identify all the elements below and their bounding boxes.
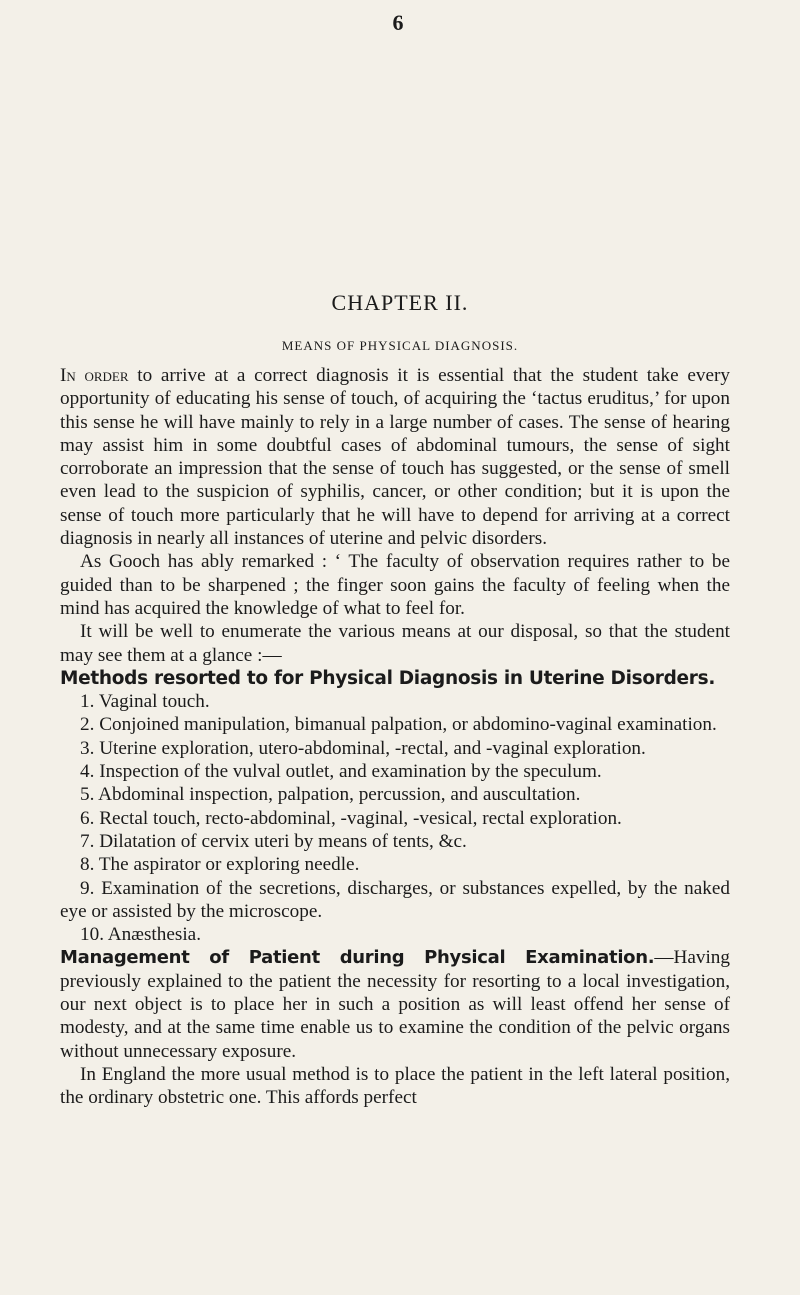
management-paragraph bbox=[60, 946, 730, 1062]
england-paragraph: In England the more usual method is to place the patient in the left lateral position, the ordinary obstetric one. This affords perfect bbox=[60, 1063, 730, 1109]
gooch-paragraph: As Gooch has ably remarked : ‘ The faculty of observation requires rather to be guided than to be sharpened ; the finger soon gains the faculty of feeling when the mind has acquired the knowledge of what to feel for. bbox=[60, 551, 730, 619]
list-item: 5. Abdominal inspection, palpation, percussion, and auscultation. bbox=[80, 784, 581, 806]
methods-list bbox=[60, 690, 730, 946]
list-item: 6. Rectal touch, recto-abdominal, -vaginal, -vesical, rectal exploration. bbox=[80, 807, 622, 829]
list-item: 1. Vaginal touch. bbox=[80, 691, 210, 713]
chapter-title: CHAPTER II. bbox=[331, 290, 469, 315]
list-item: 9. Examination of the secretions, discharges, or substances expelled, by the naked eye or assisted by the microscope. bbox=[60, 877, 730, 922]
page-number: 6 bbox=[392, 10, 404, 35]
intro-text: to arrive at a correct diagnosis it is essential that the student take every opportunity of educating his sense of touch, of acquiring the ‘tactus eruditus,’ for upon this sense he will have mainly to rely in a large number of cases. The sense of hearing may assist him in some doubtful cases of abdominal tumours, the sense of sight corroborate an impression that the sense of touch has suggested, or the sense of smell even lead to the suspicion of syphilis, cancer, or other condition; but it is upon the sense of touch more particularly that he will have to depend for arriving at a correct diagnosis in nearly all instances of uterine and pelvic disorders. bbox=[60, 365, 730, 550]
list-item: 3. Uterine exploration, utero-abdominal, -rectal, and -vaginal exploration. bbox=[80, 737, 646, 759]
list-item: 10. Anæsthesia. bbox=[80, 924, 201, 946]
intro-lead-words: In order bbox=[60, 365, 129, 386]
management-heading: Management of Patient during Physical Examination. bbox=[60, 947, 655, 969]
list-item: 4. Inspection of the vulval outlet, and examination by the speculum. bbox=[80, 761, 602, 783]
body-text bbox=[60, 364, 730, 1110]
enumerate-paragraph: It will be well to enumerate the various means at our disposal, so that the student may see them at a glance :— bbox=[60, 621, 730, 666]
list-item: 8. The aspirator or exploring needle. bbox=[80, 854, 360, 876]
chapter-subtitle: MEANS OF PHYSICAL DIAGNOSIS. bbox=[281, 338, 519, 353]
list-item: 7. Dilatation of cervix uteri by means of tents, &c. bbox=[80, 830, 467, 852]
list-item: 2. Conjoined manipulation, bimanual palpation, or abdomino-vaginal examination. bbox=[80, 714, 717, 736]
methods-heading: Methods resorted to for Physical Diagnosis in Uterine Disorders. bbox=[60, 667, 716, 689]
intro-paragraph bbox=[60, 364, 730, 550]
management-text: —Having previously explained to the patient the necessity for resorting to a local investigation, our next object is to place her in such a position as will least offend her sense of modesty, and at the same time enable us to examine the condition of the pelvic organs without unnecessary exposure. bbox=[60, 947, 730, 1062]
